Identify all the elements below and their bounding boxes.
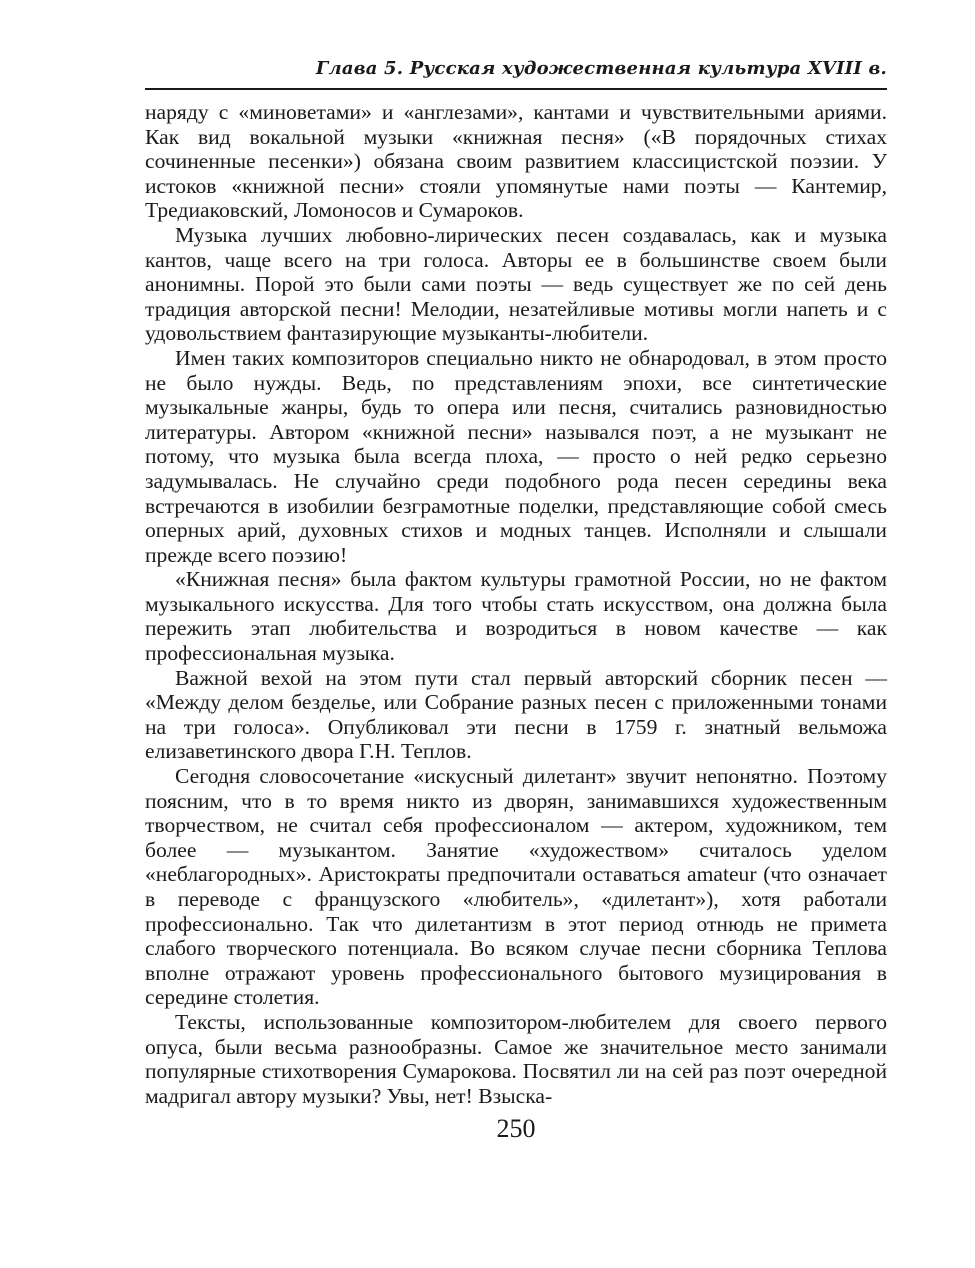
paragraph: наряду с «миноветами» и «англезами», кантами и чувствительными ариями. Как вид вокальной музыки «книжная песня» («В порядочных стихах сочиненные песенки») обязана своим развитием классицистской поэзии. У истоков «книжной песни» стояли упомянутые нами поэты — Кантемир, Тредиаковский, Ломоносов и Сумароков. <box>145 100 887 223</box>
paragraph: Имен таких композиторов специально никто не обнародовал, в этом просто не было нужды. Ведь, по представлениям эпохи, все синтетические музыкальные жанры, будь то опера или песня, считались разновидностью литературы. Автором «книжной песни» назывался поэт, а не музыкант не потому, что музыка была всегда плоха, — просто о ней редко серьезно задумывалась. Не случайно среди подобного рода песен середины века встречаются в изобилии безграмотные поделки, представляющие собой смесь оперных арий, духовных стихов и модных танцев. Исполняли и слышали прежде всего поэзию! <box>145 345 887 567</box>
paragraph: Музыка лучших любовно-лирических песен создавалась, как и музыка кантов, чаще всего на три голоса. Авторы ее в большинстве своем были анонимны. Порой это были сами поэты — ведь существует же по сей день традиция авторской песни! Мелодии, незатейливые мотивы могли напеть и с удовольствием фантазирующие музыканты-любители. <box>145 222 887 346</box>
paragraph: Тексты, использованные композитором-любителем для своего первого опуса, были весьма разнообразны. Самое же значительное место занимали популярные стихотворения Сумарокова. Посвятил ли на сей раз поэт очередной мадригал автору музыки? Увы, нет! Взыска- <box>145 1009 887 1108</box>
paragraph: Важной вехой на этом пути стал первый авторский сборник песен — «Между делом безделье, или Собрание разных песен с приложенными тонами на три голоса». Опубликовал эти песни в 1759 г. знатный вельможа елизаветинского двора Г.Н. Теплов. <box>145 665 887 764</box>
header-rule <box>145 88 887 90</box>
page-number: 250 <box>496 1114 536 1143</box>
paragraph: Сегодня словосочетание «искусный дилетант» звучит непонятно. Поэтому поясним, что в то время никто из дворян, занимавшихся художественным творчеством, не считал себя профессионалом — актером, художником, тем более — музыкантом. Занятие «художеством» считалось уделом «неблагородных». Аристократы предпочитали оставаться amateur (что означает в переводе с французского «любитель», «дилетант»), хотя работали профессионально. Так что дилетантизм в этот период отнюдь не примета слабого творческого потенциала. Во всяком случае песни сборника Теплова вполне отражают уровень профессионального бытового музицирования в середине столетия. <box>145 764 887 1010</box>
running-head: Глава 5. Русская художественная культура XVIII в. <box>315 58 887 79</box>
body-text <box>145 100 887 1108</box>
paragraph: «Книжная песня» была фактом культуры грамотной России, но не фактом музыкального искусства. Для того чтобы стать искусством, она должна была пережить этап любительства и возродиться в новом качестве — как профессиональная музыка. <box>145 567 887 666</box>
